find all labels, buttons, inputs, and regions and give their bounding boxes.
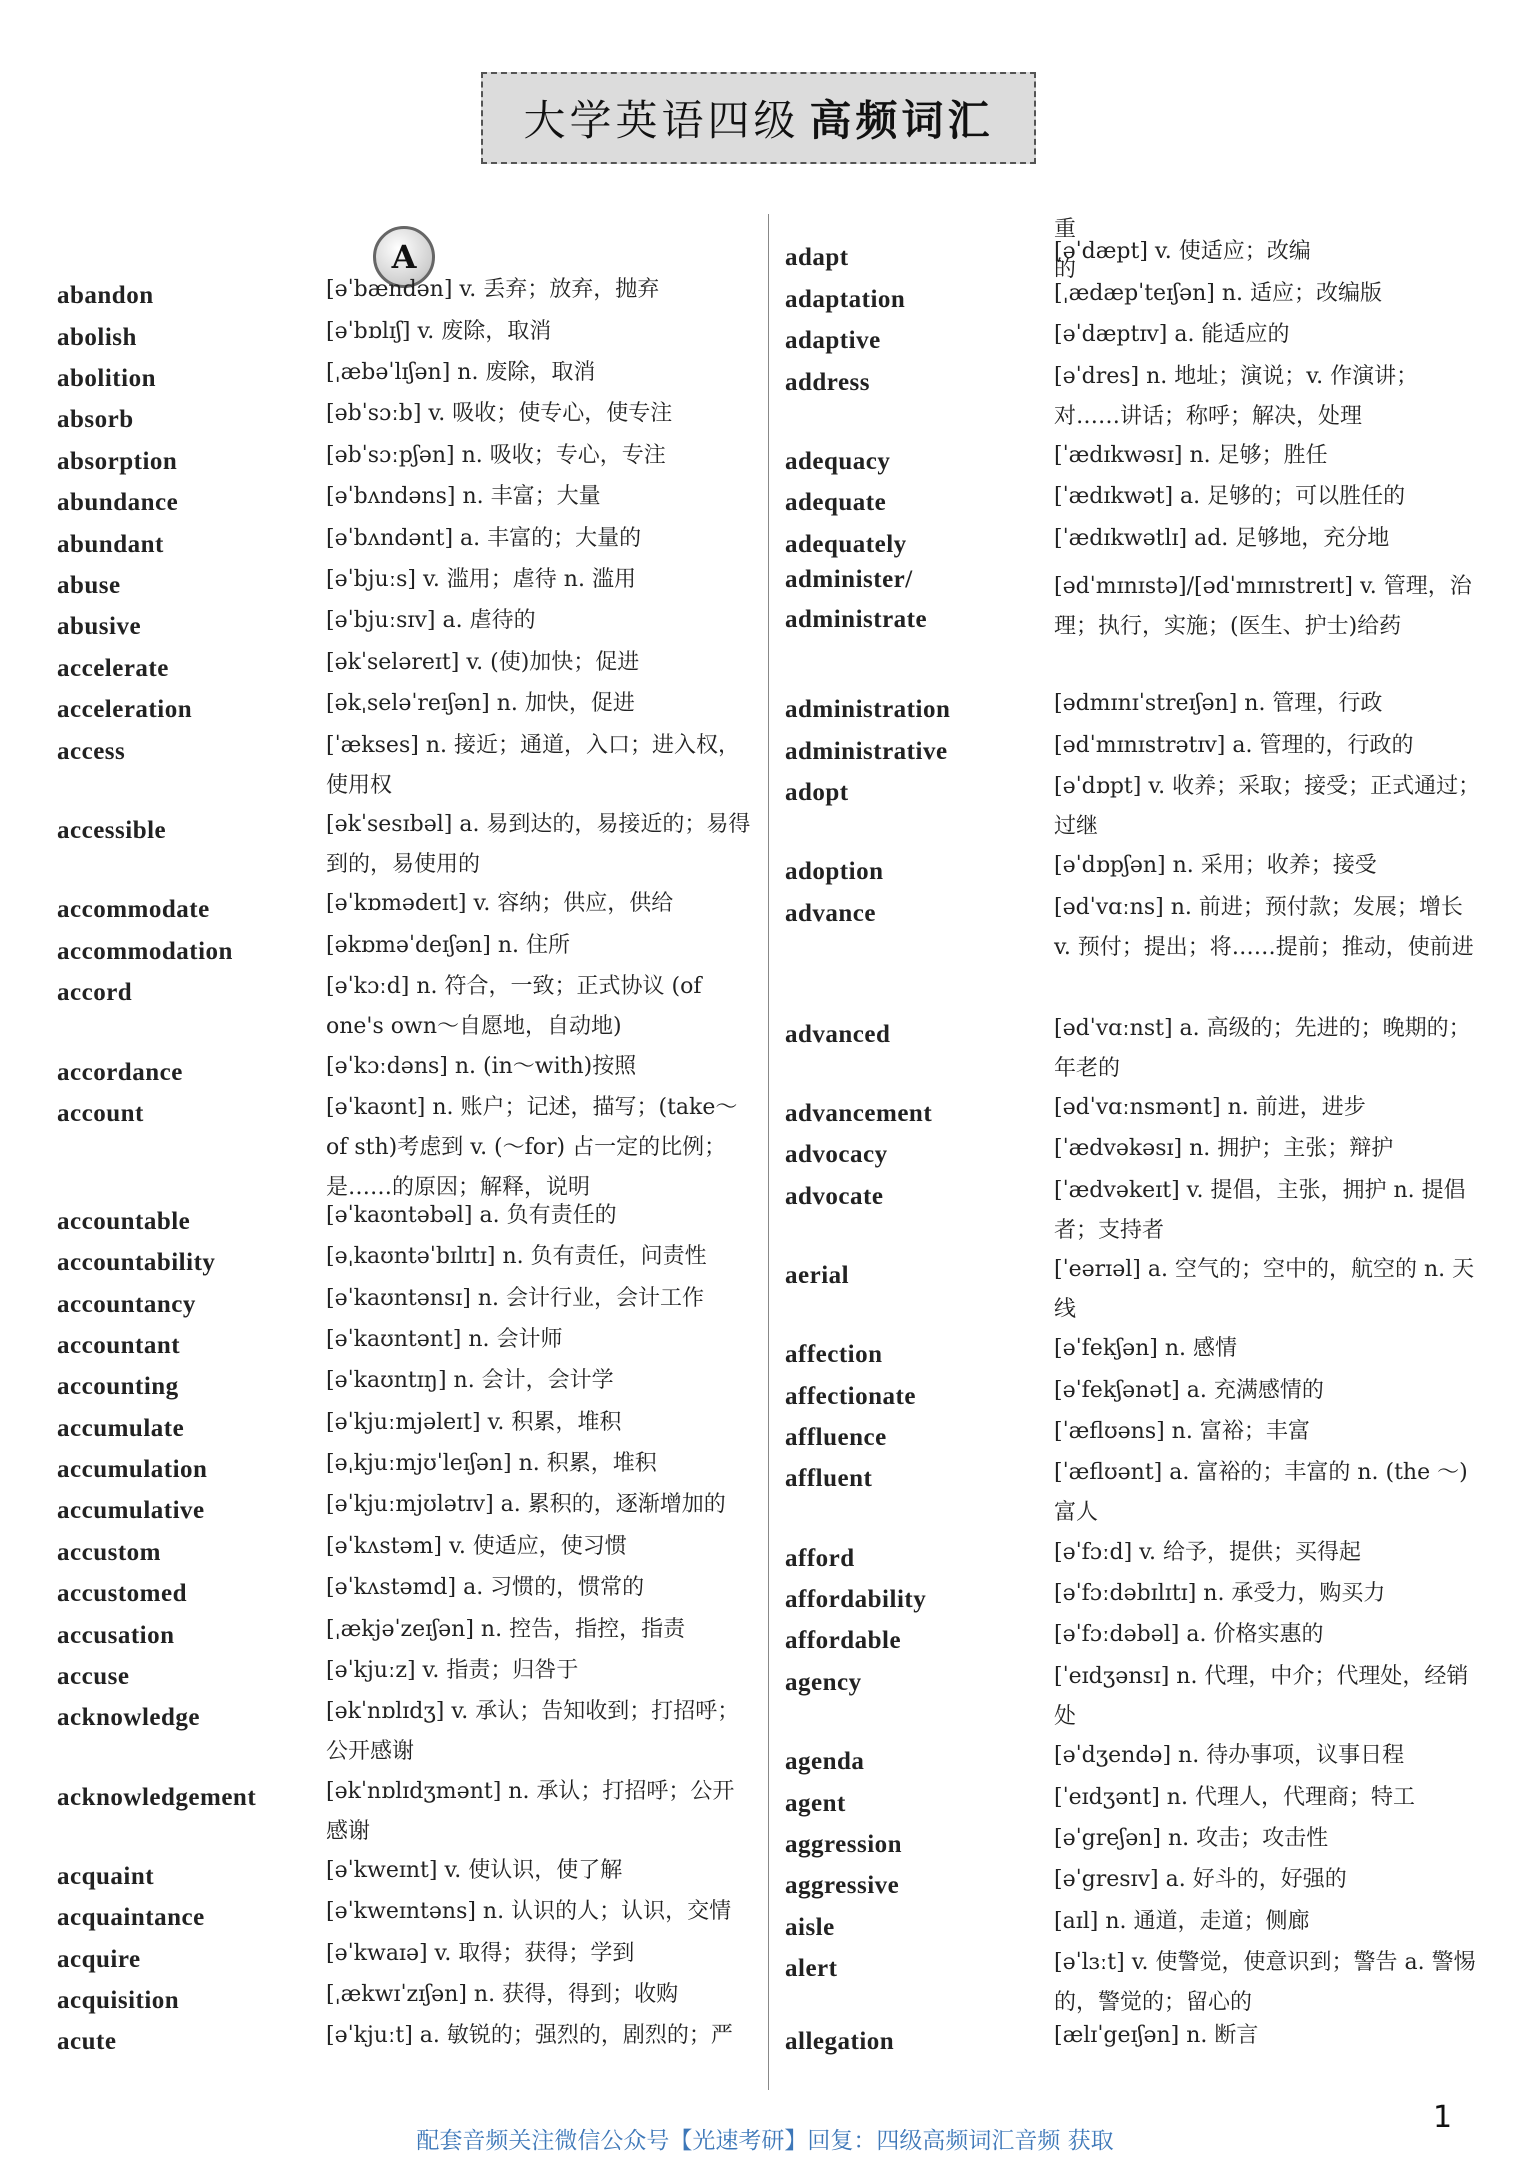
left-entry-headword: accord [57,979,133,1006]
right-entry-definition: [ˈeɪdʒənt] n. 代理人，代理商；特工 [1054,1785,1415,1810]
right-entry-definition: [əˈdæpt] v. 使适应；改编 [1054,239,1311,264]
right-entry-definition: [əˈfɔːdəbəl] a. 价格实惠的 [1054,1622,1324,1647]
left-entry-headword: accustom [57,1539,161,1566]
left-entry-definition: [əkˈseləreɪt] v. (使)加快；促进 [326,650,640,675]
left-entry-headword: acquire [57,1946,141,1973]
right-entry-definition: [ədˈvɑːnst] a. 高级的；先进的；晚期的；年老的 [1054,1016,1471,1081]
left-entry-headword: accustomed [57,1580,187,1607]
left-entry-definition: [ˌækwɪˈzɪʃən] n. 获得，得到；收购 [326,1982,679,2007]
left-entry-definition: [ˌæbəˈlɪʃən] n. 废除，取消 [326,360,596,385]
left-entry-headword: accumulate [57,1415,185,1442]
left-entry-headword: abolish [57,324,137,351]
right-entry-definition: [əˈfɔːd] v. 给予，提供；买得起 [1054,1540,1361,1565]
left-entry-definition: [əkˌseləˈreɪʃən] n. 加快，促进 [326,691,635,716]
right-entry-definition: [əˈdɒpt] v. 收养；采取；接受；正式通过；过继 [1054,774,1481,839]
left-entry-definition: [əˈkweɪntəns] n. 认识的人；认识，交情 [326,1899,732,1924]
right-entry-definition: [ˈeərɪəl] a. 空气的；空中的，航空的 n. 天线 [1054,1257,1475,1322]
right-entry-headword: affluent [785,1465,873,1492]
right-entry-definition: [əˈfekʃənət] a. 充满感情的 [1054,1378,1324,1403]
left-entry-definition: [əˈkjuːz] v. 指责；归咎于 [326,1658,579,1683]
right-entry-headword: alert [785,1955,838,1982]
left-entry-definition: [əˌkjuːmjʊˈleɪʃən] n. 积累，堆积 [326,1451,657,1476]
left-entry-headword: abundance [57,489,179,516]
left-entry-definition: [əˈkaʊntənsɪ] n. 会计行业，会计工作 [326,1286,704,1311]
left-entry-definition: [əˈkaʊntɪŋ] n. 会计，会计学 [326,1368,614,1393]
left-entry-definition: [əˈkʌstəm] v. 使适应，使习惯 [326,1534,627,1559]
right-entry-definition: [ədˈmɪnɪstrətɪv] a. 管理的，行政的 [1054,733,1414,758]
right-entry-headword: affordable [785,1627,902,1654]
left-entry-headword: acknowledgement [57,1784,257,1811]
column-divider [768,214,769,2090]
right-entry-definition: [ədˈmɪnɪstə]/[ədˈmɪnɪstreɪt] v. 管理，治理；执行，实施；(医生、护士)给药 [1054,574,1472,639]
left-entry-definition: [əˈbjuːsɪv] a. 虐待的 [326,608,536,633]
left-entry-headword: accountancy [57,1291,196,1318]
right-entry-headword: adapt [785,244,849,271]
right-entry-headword: afford [785,1545,855,1572]
right-entry-headword: adequacy [785,448,891,475]
left-entry-definition: [əkˈnɒlɪdʒ] v. 承认；告知收到；打招呼；公开感谢 [326,1699,740,1764]
left-entry-headword: acute [57,2028,117,2055]
left-entry-headword: abundant [57,531,164,558]
right-entry-definition: [əˈfɔːdəbɪlɪtɪ] n. 承受力，购买力 [1054,1581,1386,1606]
left-entry-definition: [əˈkweɪnt] v. 使认识，使了解 [326,1858,623,1883]
right-entry-definition: [ˈæflʊənt] a. 富裕的；丰富的 n. (the ～)富人 [1054,1460,1468,1525]
left-entry-headword: absorption [57,448,178,475]
right-entry-definition: [ˈeɪdʒənsɪ] n. 代理，中介；代理处，经销处 [1054,1664,1469,1729]
right-entry-headword: agency [785,1669,862,1696]
right-entry-definition: [əˈdɒpʃən] n. 采用；收养；接受 [1054,853,1377,878]
left-entry-headword: accountability [57,1249,216,1276]
left-entry-headword: acquaint [57,1863,155,1890]
left-entry-headword: accumulation [57,1456,208,1483]
left-entry-definition: [əˈbændən] v. 丢弃；放弃，抛弃 [326,277,660,302]
left-entry-headword: accountable [57,1208,191,1235]
right-entry-headword: agenda [785,1748,865,1775]
left-entry-headword: account [57,1100,144,1127]
left-entry-headword: accumulative [57,1497,205,1524]
left-entry-definition: [əbˈsɔːb] v. 吸收；使专心，使专注 [326,401,673,426]
left-entry-definition: [əˈbʌndənt] a. 丰富的；大量的 [326,526,642,551]
right-entry-headword: aisle [785,1914,835,1941]
right-entry-definition: [əˈdæptɪv] a. 能适应的 [1054,322,1290,347]
left-entry-headword: abuse [57,572,121,599]
left-entry-headword: acknowledge [57,1704,200,1731]
right-entry-headword: adequate [785,489,887,516]
left-entry-definition: [əkˈnɒlɪdʒmənt] n. 承认；打招呼；公开感谢 [326,1779,735,1844]
right-entry-headword: advocacy [785,1141,888,1168]
right-entry-definition: [ədmɪnɪˈstreɪʃən] n. 管理，行政 [1054,691,1383,716]
left-entry-definition: [əkɒməˈdeɪʃən] n. 住所 [326,933,570,958]
right-entry-headword: address [785,369,871,396]
left-entry-definition: [əˈbjuːs] v. 滥用；虐待 n. 滥用 [326,567,636,592]
right-entry-headword: administrative [785,738,948,765]
right-entry-headword: advance [785,900,876,927]
right-entry-definition: [ədˈvɑːnsmənt] n. 前进，进步 [1054,1095,1366,1120]
page-title-part2: 高频词汇 [809,96,994,145]
left-entry-headword: accessible [57,817,167,844]
right-entry-headword: affection [785,1341,883,1368]
left-entry-definition: [əˈkjuːt] a. 敏锐的；强烈的，剧烈的；严 [326,2023,733,2048]
left-entry-headword: accelerate [57,655,169,682]
right-entry-definition: [ˈædɪkwətlɪ] ad. 足够地，充分地 [1054,526,1390,551]
right-entry-headword: affordability [785,1586,927,1613]
right-entry-definition: [əˈgreʃən] n. 攻击；攻击性 [1054,1826,1329,1851]
right-entry-definition: [əˈgresɪv] a. 好斗的，好强的 [1054,1867,1347,1892]
left-entry-definition: [əˈkɔːd] n. 符合，一致；正式协议 (of one's own～自愿地，自动地) [326,974,702,1039]
right-entry-headword: affluence [785,1424,887,1451]
right-entry-headword: affectionate [785,1383,916,1410]
left-entry-definition: [əbˈsɔːpʃən] n. 吸收；专心，专注 [326,443,666,468]
right-column-continuation: 重的 [1054,217,1077,282]
left-entry-headword: accusation [57,1622,175,1649]
right-entry-headword: advancement [785,1100,933,1127]
right-entry-definition: [ˌædæpˈteɪʃən] n. 适应；改编版 [1054,281,1382,306]
right-entry-definition: [əˈfekʃən] n. 感情 [1054,1336,1238,1361]
right-entry-definition: [ælɪˈgeɪʃən] n. 断言 [1054,2023,1259,2048]
footer-note: 配套音频关注微信公众号【光速考研】回复：四级高频词汇音频 获取 [416,2128,1114,2154]
left-entry-headword: accommodate [57,896,210,923]
left-entry-definition: [əkˈsesɪbəl] a. 易到达的，易接近的；易得到的，易使用的 [326,812,751,877]
right-entry-headword: adequately [785,531,907,558]
right-entry-definition: [əˈlɜːt] v. 使警觉，使意识到；警告 a. 警惕的，警觉的；留心的 [1054,1950,1476,2015]
page-title-part1: 大学英语四级 [523,96,800,145]
right-entry-headword: adopt [785,779,849,806]
left-entry-headword: access [57,738,126,765]
right-entry-headword: advanced [785,1021,891,1048]
left-entry-definition: [əˈkaʊntəbəl] a. 负有责任的 [326,1203,617,1228]
left-entry-headword: accountant [57,1332,181,1359]
left-entry-definition: [ˈækses] n. 接近；通道，入口；进入权，使用权 [326,733,740,798]
right-entry-definition: [ədˈvɑːns] n. 前进；预付款；发展；增长 v. 预付；提出；将……提前；推动，使前进 [1054,895,1474,960]
left-entry-headword: acquisition [57,1987,180,2014]
right-entry-headword: adaptive [785,327,881,354]
right-entry-headword: aggression [785,1831,903,1858]
section-letter-badge: A [373,226,435,288]
right-entry-headword: aerial [785,1262,850,1289]
left-entry-definition: [əˈkɒmədeɪt] v. 容纳；供应，供给 [326,891,674,916]
page-title-box [481,72,1036,164]
right-entry-definition: [aɪl] n. 通道，走道；侧廊 [1054,1909,1310,1934]
left-entry-headword: acquaintance [57,1904,205,1931]
left-entry-definition: [əˈkaʊnt] n. 账户；记述，描写；(take～of sth)考虑到 v. (～for) 占一定的比例；是……的原因；解释，说明 [326,1095,738,1200]
right-entry-headword: administration [785,696,951,723]
right-entry-headword: aggressive [785,1872,900,1899]
left-entry-headword: accuse [57,1663,130,1690]
right-entry-headword: advocate [785,1183,884,1210]
left-entry-headword: accounting [57,1373,179,1400]
left-entry-headword: accommodation [57,938,233,965]
right-entry-definition: [ˈædvəkəsɪ] n. 拥护；主张；辩护 [1054,1136,1394,1161]
right-entry-headword: adoption [785,858,884,885]
left-entry-definition: [əˈkaʊntənt] n. 会计师 [326,1327,563,1352]
left-entry-definition: [əˈkjuːmjəleɪt] v. 积累，堆积 [326,1410,622,1435]
left-entry-definition: [əˌkaʊntəˈbɪlɪtɪ] n. 负有责任，问责性 [326,1244,707,1269]
left-entry-definition: [ˌækjəˈzeɪʃən] n. 控告，指控，指责 [326,1617,686,1642]
left-entry-headword: abandon [57,282,154,309]
left-entry-headword: abolition [57,365,156,392]
right-entry-headword: administer/ administrate [785,566,928,633]
right-entry-definition: [ˈædvəkeɪt] v. 提倡，主张，拥护 n. 提倡者；支持者 [1054,1178,1466,1243]
right-entry-definition: [ˈædɪkwət] a. 足够的；可以胜任的 [1054,484,1406,509]
left-entry-definition: [əˈkjuːmjʊlətɪv] a. 累积的，逐渐增加的 [326,1492,726,1517]
left-entry-definition: [əˈkwaɪə] v. 取得；获得；学到 [326,1941,635,1966]
right-entry-headword: allegation [785,2028,895,2055]
left-entry-headword: abusive [57,613,142,640]
right-entry-headword: agent [785,1790,846,1817]
right-entry-definition: [əˈdʒendə] n. 待办事项，议事日程 [1054,1743,1405,1768]
right-entry-definition: [ˈædɪkwəsɪ] n. 足够；胜任 [1054,443,1328,468]
page-number: 1 [1433,2100,1453,2135]
left-entry-definition: [əˈbʌndəns] n. 丰富；大量 [326,484,601,509]
right-entry-headword: adaptation [785,286,906,313]
left-entry-headword: accordance [57,1059,183,1086]
left-entry-definition: [əˈbɒlɪʃ] v. 废除，取消 [326,319,552,344]
right-entry-definition: [əˈdres] n. 地址；演说；v. 作演讲；对……讲话；称呼；解决，处理 [1054,364,1419,429]
left-entry-headword: acceleration [57,696,193,723]
left-entry-definition: [əˈkɔːdəns] n. (in～with)按照 [326,1054,637,1079]
left-entry-headword: absorb [57,406,134,433]
right-entry-definition: [ˈæflʊəns] n. 富裕；丰富 [1054,1419,1310,1444]
left-entry-definition: [əˈkʌstəmd] a. 习惯的，惯常的 [326,1575,645,1600]
